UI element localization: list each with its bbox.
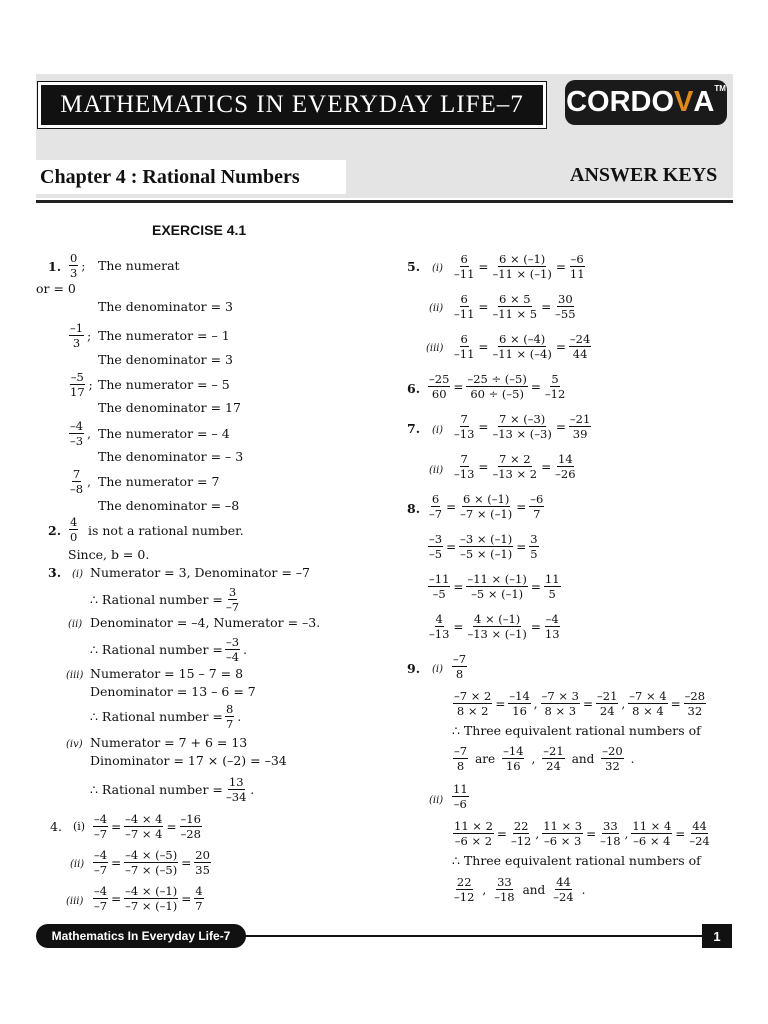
q8-equation: $\frac{-11}{-5}$ = $\frac{-11 \times (-1)}{-5 \times (-1)}$ = $\frac{11}{5}$ <box>429 572 560 601</box>
q2-number: 2. <box>48 523 62 538</box>
q1-fraction-5: $\frac{7}{-8}$ , <box>70 467 91 496</box>
q3-fraction: $\frac{3}{-7}$ <box>226 585 240 614</box>
q1-line: The denominator = 17 <box>98 400 241 415</box>
q8-number: 8. <box>407 501 421 516</box>
logo-text-right: A <box>693 86 715 118</box>
q3-line: Numerator = 15 – 7 = 8 <box>90 666 244 681</box>
q3-part-label: (iv) <box>66 739 83 750</box>
footer-divider <box>240 935 702 937</box>
q1-line: The numerator = – 4 <box>98 426 230 441</box>
q7-part-label: (i) <box>432 425 444 436</box>
q3-line: Numerator = 3, Denominator = –7 <box>90 565 311 580</box>
publisher-logo <box>565 80 727 125</box>
q1-line: The numerator = 7 <box>98 474 220 489</box>
q8-equation: $\frac{6}{-7}$ = $\frac{6 \times (-1)}{-7 \times (-1)}$ = $\frac{-6}{7}$ <box>429 492 544 521</box>
header-divider <box>36 200 733 203</box>
q1-line: The denominator = –8 <box>98 498 240 513</box>
logo-trademark: TM <box>714 84 726 93</box>
q5-equation: $\frac{6}{-11}$ = $\frac{6 \times (-4)}{-11 \times (-4)}$ = $\frac{-24}{44}$ <box>454 332 591 361</box>
q7-equation: $\frac{7}{-13}$ = $\frac{7 \times (-3)}{-13 \times (-3)}$ = $\frac{-21}{39}$ <box>454 412 591 441</box>
q4-number: 4. <box>50 819 62 834</box>
q5-equation: $\frac{6}{-11}$ = $\frac{6 \times 5}{-11 \times 5}$ = $\frac{30}{-55}$ <box>454 292 576 321</box>
answer-keys-heading: ANSWER KEYS <box>570 164 718 186</box>
q1-number: 1. <box>48 259 62 274</box>
q6-number: 6. <box>407 381 421 396</box>
q4-equation: $\frac{-4}{-7}$ = $\frac{-4 \times 4}{-7 \times 4}$ = $\frac{-16}{-28}$ <box>94 812 201 841</box>
q2-line: is not a rational number. <box>88 523 244 538</box>
q5-equation: $\frac{6}{-11}$ = $\frac{6 \times (-1)}{-11 \times (-1)}$ = $\frac{-6}{11}$ <box>454 252 585 281</box>
q5-number: 5. <box>407 259 421 274</box>
q3-number: 3. <box>48 565 62 580</box>
q1-line: The denominator = – 3 <box>98 449 244 464</box>
q3-line: ∴ Rational number = <box>90 782 223 797</box>
q9-equation: $\frac{-7 \times 2}{8 \times 2}$ = $\frac{-14}{16}$ , $\frac{-7 \times 3}{8 \times 3}$ = $\frac{-21}{24}$ , $\frac{-7 \times 4}{8 \times 4}$ = $\frac{-28}{32}$ <box>454 689 706 718</box>
q2-fraction: $\frac{4}{0}$ <box>70 515 78 544</box>
q1-fraction-2: $\frac{-1}{3}$ ; <box>70 321 92 350</box>
q3-part-label: (i) <box>72 569 84 580</box>
q9-line: ∴ Three equivalent rational numbers of <box>452 853 701 868</box>
q9-fraction: $\frac{-7}{8}$ <box>453 652 467 681</box>
q1-line: or = 0 <box>36 281 76 296</box>
page-number: 1 <box>702 924 732 948</box>
q7-equation: $\frac{7}{-13}$ = $\frac{7 \times 2}{-13 \times 2}$ = $\frac{14}{-26}$ <box>454 452 576 481</box>
logo-mark: V <box>674 86 694 118</box>
q3-line: ∴ Rational number = <box>90 592 223 607</box>
q3-fraction: $\frac{-3}{-4}$ . <box>226 635 247 664</box>
q4-equation: $\frac{-4}{-7}$ = $\frac{-4 \times (-5)}{-7 \times (-5)}$ = $\frac{20}{35}$ <box>94 848 210 877</box>
book-title: MATHEMATICS IN EVERYDAY LIFE–7 <box>38 82 546 128</box>
q4-part-label: (i) <box>73 820 86 833</box>
q4-equation: $\frac{-4}{-7}$ = $\frac{-4 \times (-1)}{-7 \times (-1)}$ = $\frac{4}{7}$ <box>94 884 203 913</box>
q1-line: The numerator = – 5 <box>98 377 230 392</box>
q5-part-label: (i) <box>432 263 444 274</box>
q3-part-label: (ii) <box>68 619 83 630</box>
logo-text-left: CORDO <box>566 86 675 118</box>
q9-fraction: $\frac{11}{-6}$ <box>453 782 468 811</box>
q1-fraction-3: $\frac{-5}{17}$ ; <box>70 370 93 399</box>
q6-equation: $\frac{-25}{60}$ = $\frac{-25 \div (-5)}{60 \div (-5)}$ = $\frac{5}{-12}$ <box>429 372 566 401</box>
q9-part-label: (ii) <box>429 795 444 806</box>
q5-part-label: (ii) <box>429 303 444 314</box>
q7-number: 7. <box>407 421 421 436</box>
q3-line: ∴ Rational number = <box>90 709 223 724</box>
q9-equation: $\frac{11 \times 2}{-6 \times 2}$ = $\frac{22}{-12}$ , $\frac{11 \times 3}{-6 \times 3}$ = $\frac{33}{-18}$ , $\frac{11 \times 4}{-6 \times 4}$ = $\frac{44}{-24}$ <box>454 819 710 848</box>
q2-line: Since, b = 0. <box>68 547 150 562</box>
q9-number: 9. <box>407 661 421 676</box>
q3-fraction: $\frac{8}{7}$ . <box>226 702 242 731</box>
q9-part-label: (i) <box>432 664 444 675</box>
q1-fraction-1: $\frac{0}{3}$ ; <box>70 251 86 280</box>
q9-answer: $\frac{-7}{8}$ are $\frac{-14}{16}$ , $\frac{-21}{24}$ and $\frac{-20}{32}$ . <box>454 744 635 773</box>
q1-line: The denominator = 3 <box>98 352 233 367</box>
chapter-title: Chapter 4 : Rational Numbers <box>36 160 346 194</box>
q7-part-label: (ii) <box>429 465 444 476</box>
q9-answer: $\frac{22}{-12}$ , $\frac{33}{-18}$ and $\frac{44}{-24}$ . <box>454 875 586 904</box>
footer-book-title: Mathematics In Everyday Life-7 <box>36 924 246 948</box>
q1-line: The denominator = 3 <box>98 299 233 314</box>
q4-part-label: (iii) <box>66 896 84 907</box>
q3-line: Dinominator = 17 × (–2) = –34 <box>90 753 287 768</box>
q9-line: ∴ Three equivalent rational numbers of <box>452 723 701 738</box>
q3-line: ∴ Rational number = <box>90 642 223 657</box>
q1-line: The numerat <box>98 258 180 273</box>
q4-part-label: (ii) <box>70 859 85 870</box>
exercise-heading: EXERCISE 4.1 <box>152 222 247 238</box>
q3-fraction: $\frac{13}{-34}$ . <box>226 775 255 804</box>
q3-line: Denominator = –4, Numerator = –3. <box>90 615 321 630</box>
q1-fraction-4: $\frac{-4}{-3}$ , <box>70 419 91 448</box>
q3-line: Numerator = 7 + 6 = 13 <box>90 735 248 750</box>
q8-equation: $\frac{4}{-13}$ = $\frac{4 \times (-1)}{-13 \times (-1)}$ = $\frac{-4}{13}$ <box>429 612 560 641</box>
q5-part-label: (iii) <box>426 343 444 354</box>
q3-line: Denominator = 13 – 6 = 7 <box>90 684 256 699</box>
q1-line: The numerator = – 1 <box>98 328 230 343</box>
q3-part-label: (iii) <box>66 670 84 681</box>
q8-equation: $\frac{-3}{-5}$ = $\frac{-3 \times (-1)}{-5 \times (-1)}$ = $\frac{3}{5}$ <box>429 532 538 561</box>
